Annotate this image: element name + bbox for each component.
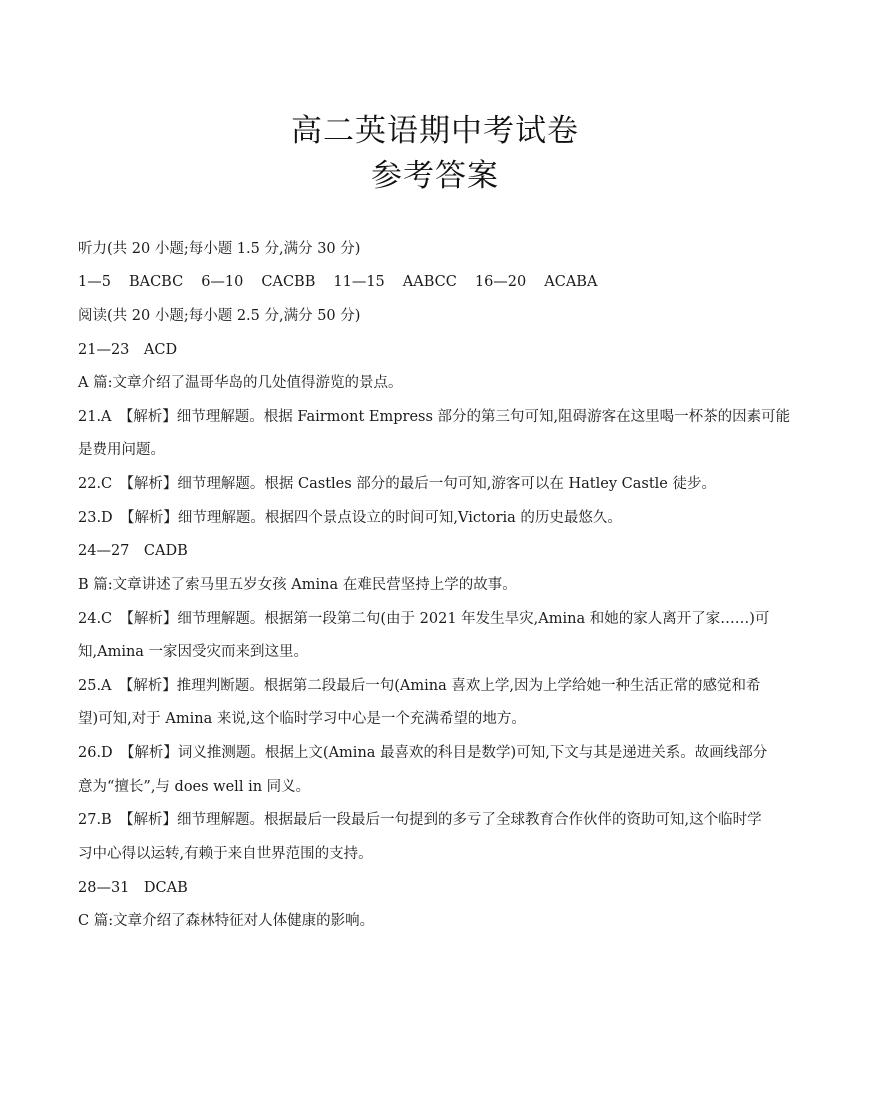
answer-range: 1—5 — [78, 274, 111, 290]
answer-group: 28—31 DCAB — [78, 880, 188, 896]
answer-group: 21—23 ACD — [78, 342, 178, 358]
explanation-line: 意为“擅长”,与 does well in 同义。 — [78, 779, 311, 795]
answer-range: 16—20 — [474, 274, 527, 290]
explanation-line: 习中心得以运转,有赖于来自世界范围的支持。 — [78, 846, 373, 862]
answer-letters: CACBB — [261, 274, 316, 290]
passage-summary: C 篇:文章介绍了森林特征对人体健康的影响。 — [78, 913, 375, 929]
explanation-line: 知,Amina 一家因受灾而来到这里。 — [78, 644, 309, 660]
explanation-line: 26.D 【解析】词义推测题。根据上文(Amina 最喜欢的科目是数学)可知,下文与其是递进关系。故画线部分 — [78, 745, 768, 761]
explanation-line: 27.B 【解析】细节理解题。根据最后一段最后一句提到的多亏了全球教育合作伙伴的资助可知,这个临时学 — [78, 812, 762, 828]
listening-answers — [78, 275, 798, 290]
reading-heading: 阅读(共 20 小题;每小题 2.5 分,满分 50 分) — [78, 308, 361, 324]
answer-range: 11—15 — [333, 274, 385, 290]
explanation-line: 21.A 【解析】细节理解题。根据 Fairmont Empress 部分的第三句可知,阻碍游客在这里喝一杯茶的因素可能 — [78, 409, 791, 425]
answer-letters: BACBC — [128, 274, 184, 290]
explanation-line: 是费用问题。 — [78, 442, 165, 458]
passage-summary: B 篇:文章讲述了索马里五岁女孩 Amina 在难民营坚持上学的故事。 — [78, 577, 517, 593]
explanation-line: 25.A 【解析】推理判断题。根据第二段最后一句(Amina 喜欢上学,因为上学给她一种生活正常的感觉和希 — [78, 678, 761, 694]
explanation-line: 23.D 【解析】细节理解题。根据四个景点设立的时间可知,Victoria 的历史最悠久。 — [78, 510, 622, 526]
answer-letters: ACABA — [544, 274, 598, 290]
passage-summary: A 篇:文章介绍了温哥华岛的几处值得游览的景点。 — [78, 375, 403, 391]
page-subtitle: 参考答案 — [371, 158, 499, 194]
answer-group: 24—27 CADB — [78, 543, 188, 559]
explanation-line: 22.C 【解析】细节理解题。根据 Castles 部分的最后一句可知,游客可以在 Hatley Castle 徒步。 — [78, 476, 716, 492]
listening-heading: 听力(共 20 小题;每小题 1.5 分,满分 30 分) — [78, 241, 361, 257]
explanation-line: 望)可知,对于 Amina 来说,这个临时学习中心是一个充满希望的地方。 — [78, 711, 526, 727]
explanation-line: 24.C 【解析】细节理解题。根据第一段第二句(由于 2021 年发生旱灾,Amina 和她的家人离开了家……)可 — [78, 611, 770, 627]
answer-letters: AABCC — [402, 274, 457, 290]
page-title: 高二英语期中考试卷 — [291, 113, 579, 149]
answer-range: 6—10 — [201, 274, 244, 290]
